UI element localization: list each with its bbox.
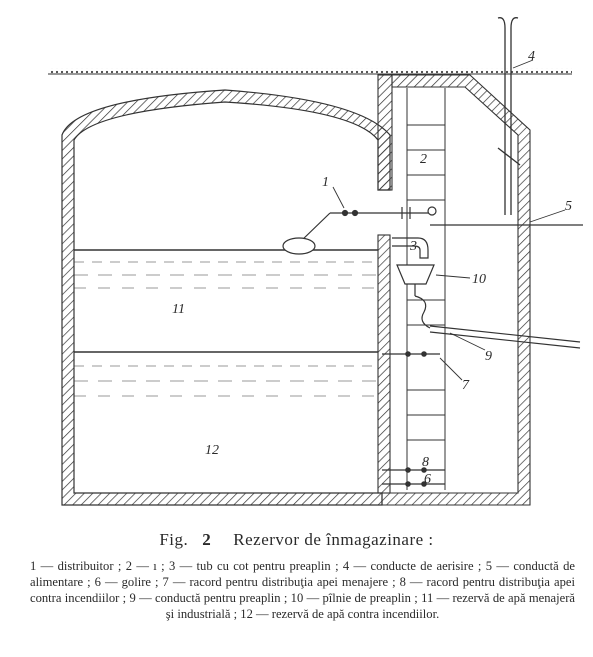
caption-prefix: Fig. xyxy=(159,530,189,549)
label-4: 4 xyxy=(528,49,535,64)
label-1: 1 xyxy=(322,175,329,190)
figure-caption xyxy=(0,530,593,550)
figure-legend: 1 — distribuitor ; 2 — ı ; 3 — tub cu cot pentru preaplin ; 4 — conducte de aerisire ; 5 — conductă de alimentare ; 6 — golire ; 7 — racord pentru distribuţia apei menajere ; 8 — racord pentru distribuţia apei contra incendiilor ; 9 — conductă pentru preaplin ; 10 — pîlnie de preaplin ; 11 — rezervă de apă menajeră şi industrială ; 12 — rezervă de apă contra incendiilor. xyxy=(30,559,575,621)
ground-line xyxy=(48,68,572,74)
label-5: 5 xyxy=(565,199,572,214)
label-6: 6 xyxy=(424,472,431,487)
distributor xyxy=(283,207,583,254)
dividing-wall xyxy=(378,235,390,493)
vault-wall xyxy=(62,90,390,505)
chamber-column xyxy=(378,75,392,190)
water-levels xyxy=(74,250,378,396)
connection-pipes xyxy=(382,352,445,486)
label-8: 8 xyxy=(422,455,429,470)
label-7-upper: 7 xyxy=(462,378,469,393)
access-ladder xyxy=(407,88,445,490)
label-12: 12 xyxy=(205,443,219,458)
label-2: 2 xyxy=(420,152,427,167)
overflow-assembly xyxy=(392,238,580,348)
label-3: 3 xyxy=(410,239,417,254)
caption-number: 2 xyxy=(202,530,212,549)
label-11: 11 xyxy=(172,302,185,317)
chamber-wall xyxy=(382,75,530,505)
label-10: 10 xyxy=(472,272,486,287)
caption-title: Rezervor de înmagazinare : xyxy=(233,530,434,549)
label-9: 9 xyxy=(485,349,492,364)
